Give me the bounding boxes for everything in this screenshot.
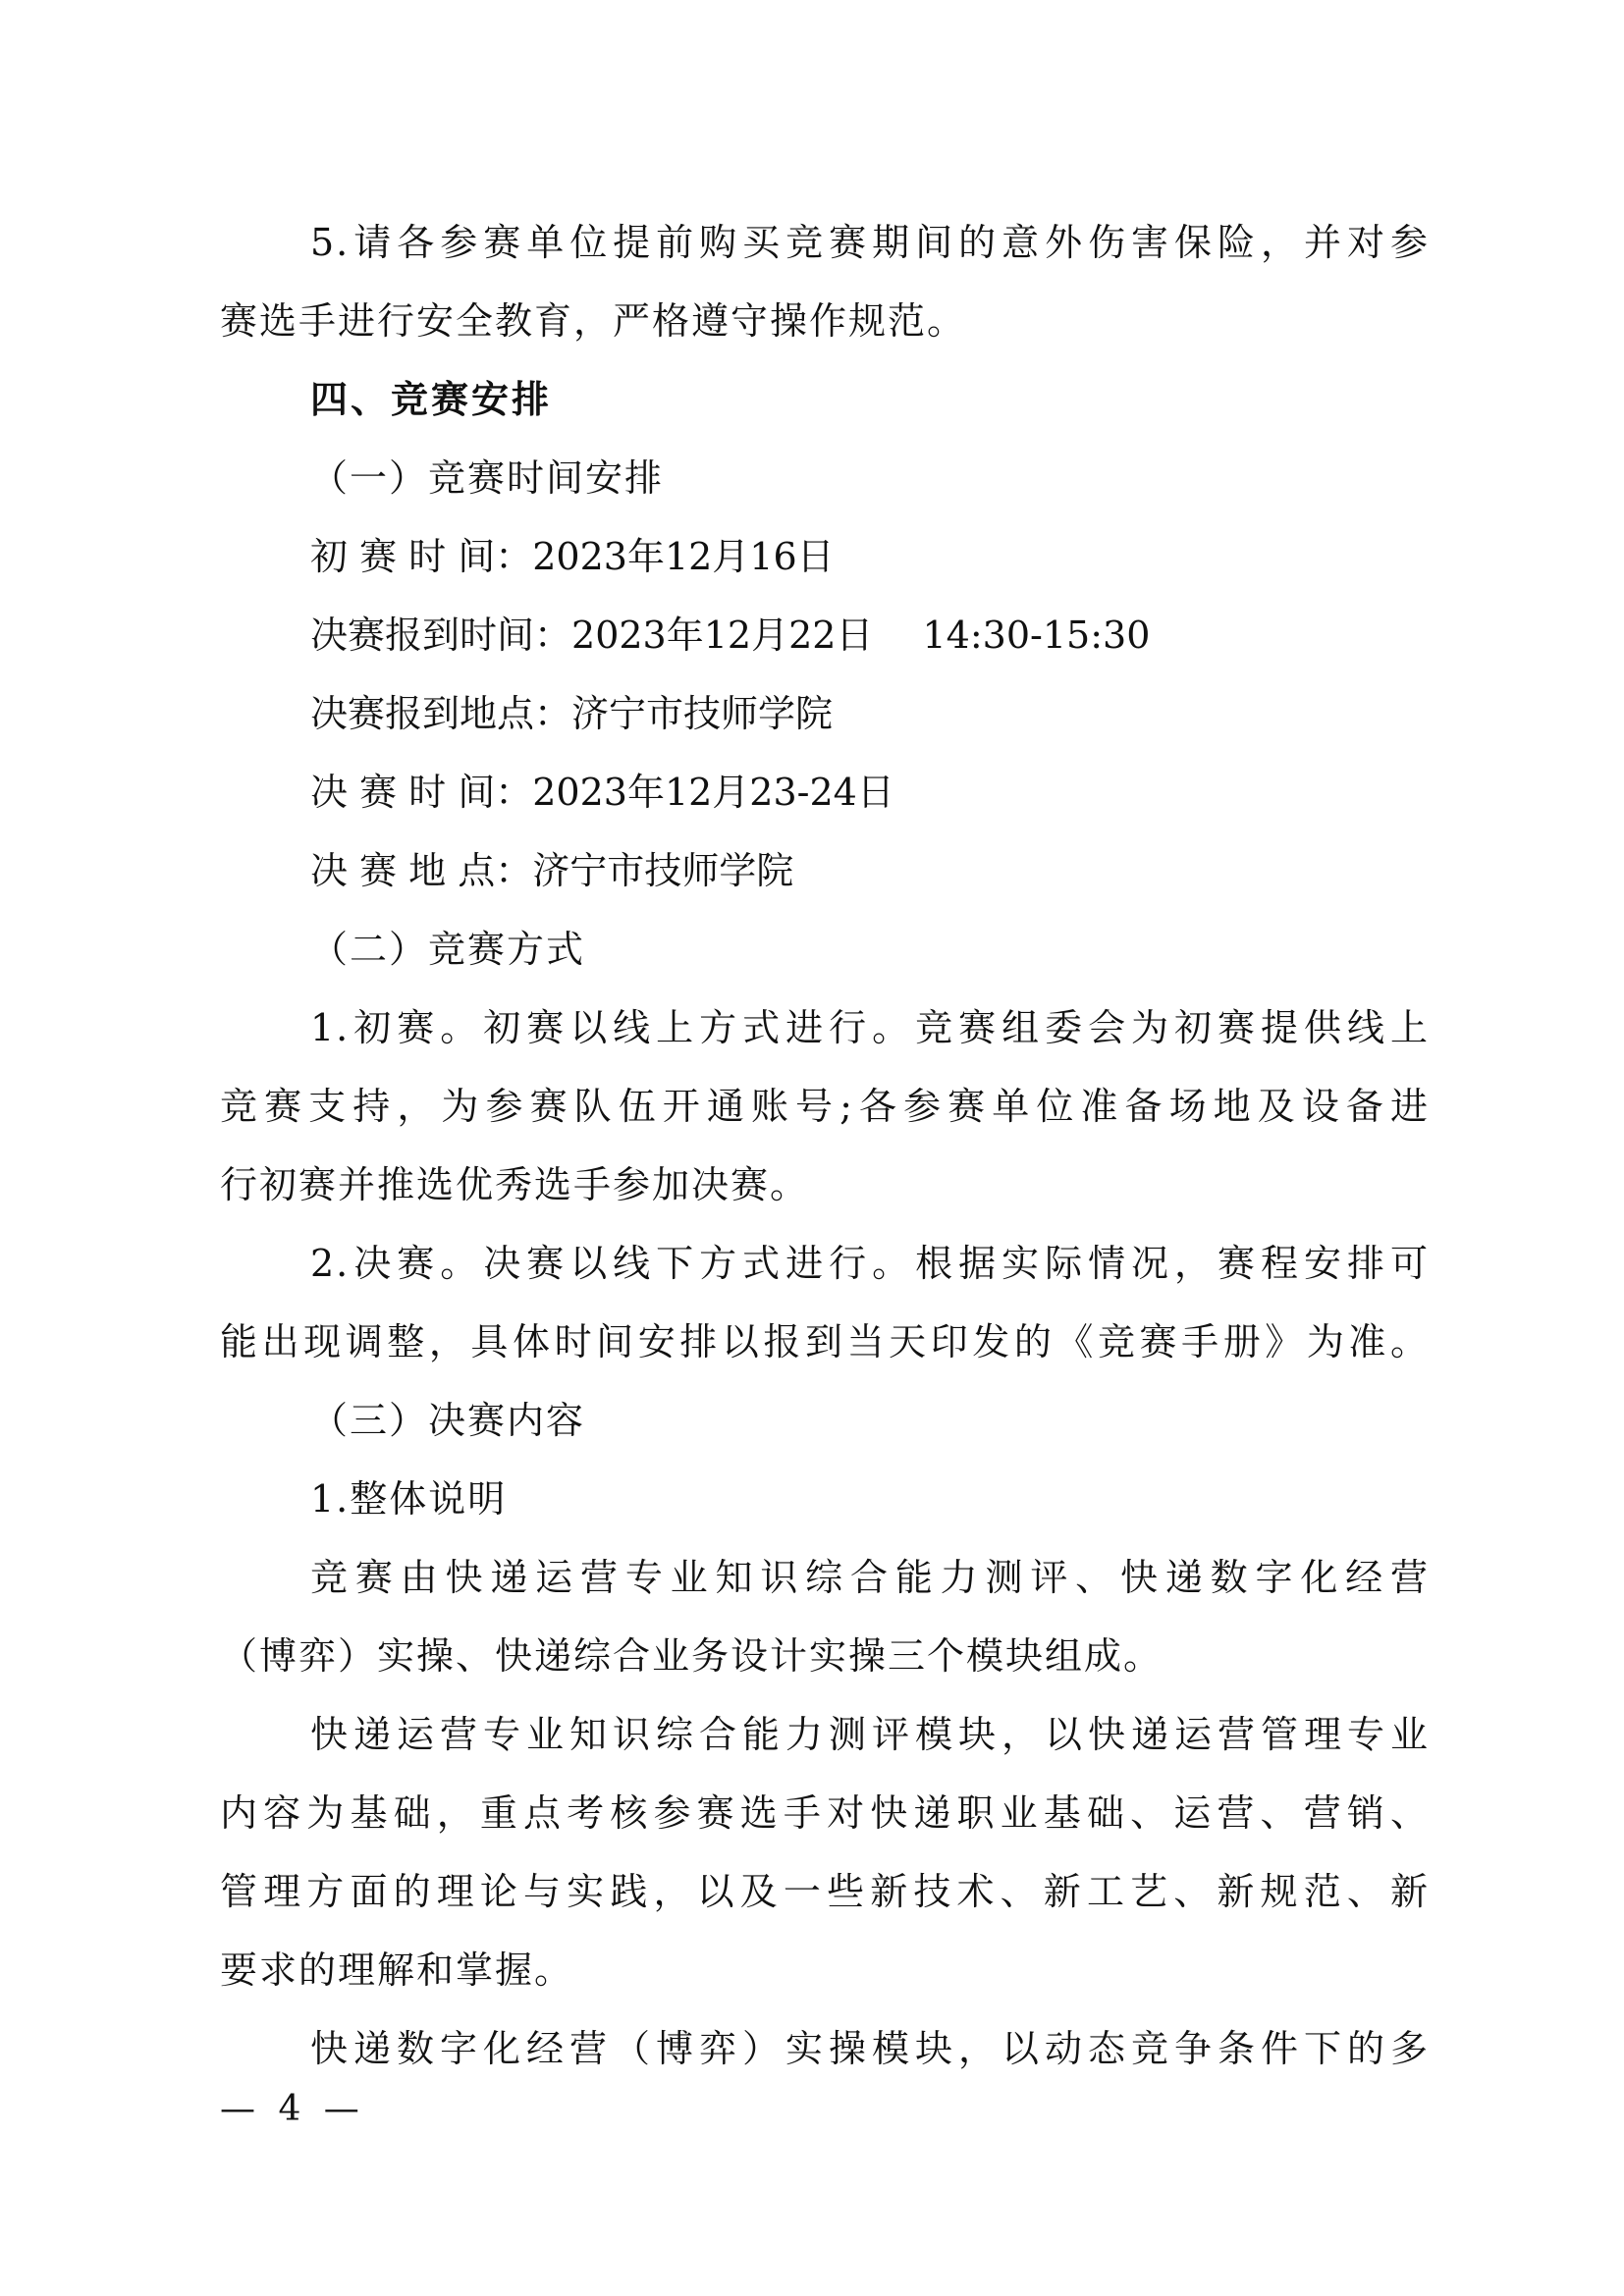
subsection-heading: （一）竞赛时间安排 bbox=[310, 456, 665, 500]
schedule-value: 济宁市技师学院 bbox=[571, 692, 834, 735]
paragraph-line: 1.初赛。初赛以线上方式进行。竞赛组委会为初赛提供线上 bbox=[310, 1006, 1430, 1049]
schedule-value: 2023年12月16日 bbox=[532, 535, 835, 578]
paragraph-line: 快递数字化经营（博弈）实操模块，以动态竞争条件下的多 bbox=[310, 2027, 1430, 2070]
schedule-label: 决 赛 地 点： bbox=[310, 849, 533, 892]
paragraph-line: 5.请各参赛单位提前购买竞赛期间的意外伤害保险，并对参 bbox=[310, 221, 1430, 264]
subsection-heading: （二）竞赛方式 bbox=[310, 928, 586, 971]
paragraph-line: 快递运营专业知识综合能力测评模块，以快递运营管理专业 bbox=[310, 1713, 1430, 1756]
paragraph-line: 1.整体说明 bbox=[310, 1477, 508, 1521]
schedule-row bbox=[310, 768, 894, 817]
page-number: — 4 — bbox=[220, 2089, 365, 2129]
schedule-label: 初 赛 时 间： bbox=[310, 535, 533, 578]
paragraph-line: 行初赛并推选优秀选手参加决赛。 bbox=[220, 1163, 810, 1206]
paragraph-line: （博弈）实操、快递综合业务设计实操三个模块组成。 bbox=[220, 1634, 1164, 1678]
paragraph-line: 竞赛支持，为参赛队伍开通账号;各参赛单位准备场地及设备进 bbox=[220, 1085, 1430, 1128]
paragraph-line: 内容为基础，重点考核参赛选手对快递职业基础、运营、营销、 bbox=[220, 1791, 1430, 1835]
schedule-row bbox=[310, 532, 835, 581]
schedule-value: 2023年12月22日 14:30-15:30 bbox=[571, 614, 1151, 657]
paragraph-line: 要求的理解和掌握。 bbox=[220, 1949, 574, 1992]
section-heading: 四、竞赛安排 bbox=[310, 378, 553, 421]
schedule-label: 决 赛 时 间： bbox=[310, 771, 533, 814]
schedule-row bbox=[310, 689, 833, 738]
schedule-label: 决赛报到地点： bbox=[310, 692, 572, 735]
schedule-value: 济宁市技师学院 bbox=[532, 849, 794, 892]
schedule-value: 2023年12月23-24日 bbox=[532, 771, 894, 814]
schedule-label: 决赛报到时间： bbox=[310, 614, 572, 657]
paragraph-line: 赛选手进行安全教育，严格遵守操作规范。 bbox=[220, 299, 967, 343]
paragraph-line: 管理方面的理论与实践，以及一些新技术、新工艺、新规范、新 bbox=[220, 1870, 1430, 1913]
schedule-row bbox=[310, 611, 1150, 660]
schedule-row bbox=[310, 846, 793, 895]
paragraph-line: 能出现调整，具体时间安排以报到当天印发的《竞赛手册》为准。 bbox=[220, 1320, 1430, 1363]
paragraph-line: 2.决赛。决赛以线下方式进行。根据实际情况，赛程安排可 bbox=[310, 1242, 1430, 1285]
paragraph-line: 竞赛由快递运营专业知识综合能力测评、快递数字化经营 bbox=[310, 1556, 1430, 1599]
subsection-heading: （三）决赛内容 bbox=[310, 1399, 586, 1442]
